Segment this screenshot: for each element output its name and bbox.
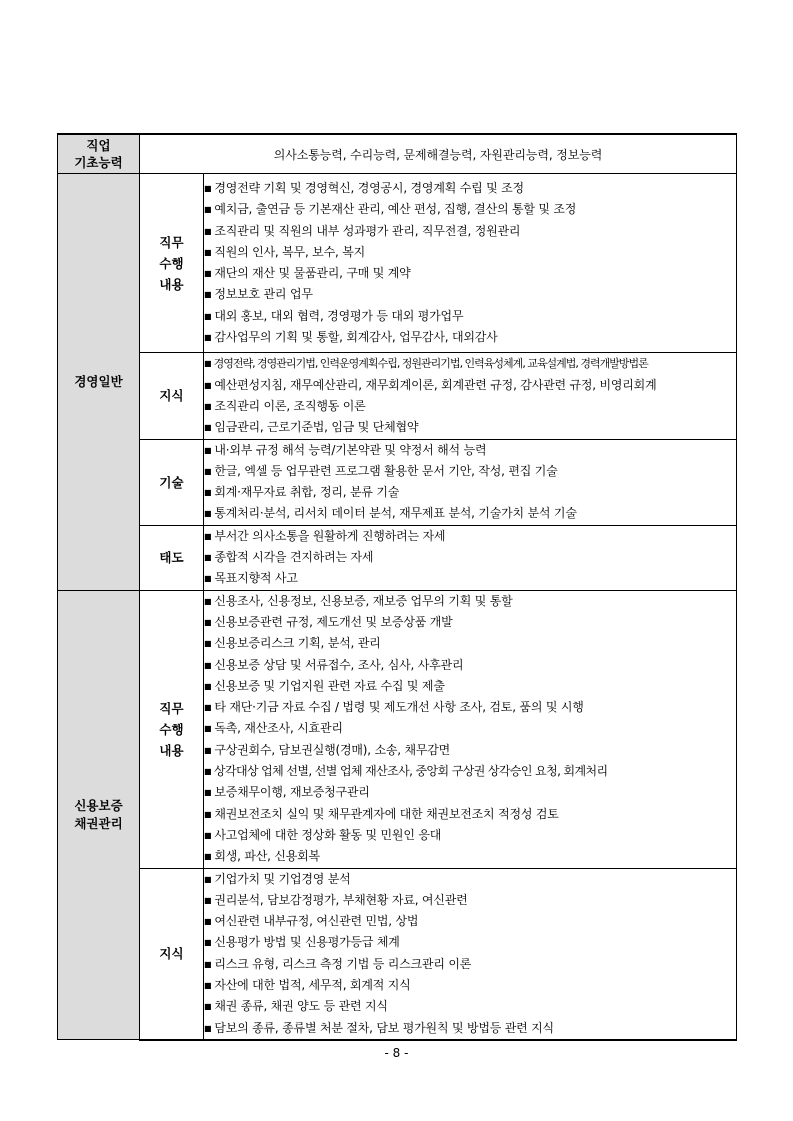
list-item: ■ 예산편성지침, 재무예산관리, 재무회계이론, 회계관련 규정, 감사관련 규정, 비영리회계 bbox=[204, 375, 736, 396]
list-item: ■ 자산에 대한 법적, 세무적, 회계적 지식 bbox=[204, 975, 736, 996]
list-item: ■ 신용보증 상담 및 서류접수, 조사, 심사, 사후관리 bbox=[204, 655, 736, 676]
list-item: ■ 한글, 엑셀 등 업무관련 프로그램 활용한 문서 기안, 작성, 편집 기술 bbox=[204, 461, 736, 482]
list-item: ■ 기업가치 및 기업경영 분석 bbox=[204, 869, 736, 890]
list-item: ■ 경영전략, 경영관리기법, 인력운영계획수립, 정원관리기법, 인력육성체계, 교육설계법, 경력개발방법론 bbox=[204, 353, 736, 374]
category-general-management: 경영일반 bbox=[58, 174, 140, 591]
item-list bbox=[204, 353, 736, 438]
list-item: ■ 회생, 파산, 신용회복 bbox=[204, 846, 736, 867]
list-item: ■ 감사업무의 기획 및 통할, 회계감사, 업무감사, 대외감사 bbox=[204, 327, 736, 348]
category-credit-guarantee: 신용보증 채권관리 bbox=[58, 590, 140, 1040]
row-label-knowledge: 지식 bbox=[140, 868, 204, 1040]
list-item: ■ 내·외부 규정 해석 능력/기본약관 및 약정서 해석 능력 bbox=[204, 440, 736, 461]
job-description-table bbox=[57, 133, 737, 1041]
row-label-duties: 직무 수행 내용 bbox=[140, 590, 204, 868]
section-row bbox=[58, 439, 737, 525]
list-item: ■ 담보의 종류, 종류별 처분 절차, 담보 평가원칙 및 방법등 관련 지식 bbox=[204, 1018, 736, 1039]
list-item: ■ 회계·재무자료 취합, 정리, 분류 기술 bbox=[204, 482, 736, 503]
row-label-attitude: 태도 bbox=[140, 525, 204, 590]
page-number: - 8 - bbox=[384, 1046, 409, 1060]
knowledge-cell bbox=[204, 868, 737, 1040]
list-item: ■ 사고업체에 대한 정상화 활동 및 민원인 응대 bbox=[204, 825, 736, 846]
section-row bbox=[58, 174, 737, 353]
list-item: ■ 보증채무이행, 재보증청구관리 bbox=[204, 782, 736, 803]
duties-cell bbox=[204, 590, 737, 868]
row-label-duties: 직무 수행 내용 bbox=[140, 174, 204, 353]
section-row bbox=[58, 353, 737, 439]
list-item: ■ 통계처리·분석, 리서치 데이터 분석, 재무제표 분석, 기술가치 분석 기술 bbox=[204, 503, 736, 524]
list-item: ■ 재단의 재산 및 물품관리, 구매 및 계약 bbox=[204, 263, 736, 284]
list-item: ■ 신용보증리스크 기획, 분석, 관리 bbox=[204, 633, 736, 654]
duties-cell bbox=[204, 174, 737, 353]
list-item: ■ 부서간 의사소통을 원활하게 진행하려는 자세 bbox=[204, 526, 736, 547]
list-item: ■ 권리분석, 담보감정평가, 부채현황 자료, 여신관련 bbox=[204, 890, 736, 911]
list-item: ■ 종합적 시각을 견지하려는 자세 bbox=[204, 547, 736, 568]
attitude-cell bbox=[204, 525, 737, 590]
list-item: ■ 조직관리 및 직원의 내부 성과평가 관리, 직무전결, 정원관리 bbox=[204, 221, 736, 242]
row-label-skills: 기술 bbox=[140, 439, 204, 525]
knowledge-cell bbox=[204, 353, 737, 439]
item-list bbox=[204, 526, 736, 590]
basic-abilities: 의사소통능력, 수리능력, 문제해결능력, 자원관리능력, 정보능력 bbox=[140, 134, 737, 174]
list-item: ■ 경영전략 기획 및 경영혁신, 경영공시, 경영계획 수립 및 조정 bbox=[204, 178, 736, 199]
section-row bbox=[58, 525, 737, 590]
list-item: ■ 신용보증관련 규정, 제도개선 및 보증상품 개발 bbox=[204, 612, 736, 633]
section-row bbox=[58, 590, 737, 868]
row-label-knowledge: 지식 bbox=[140, 353, 204, 439]
skills-cell bbox=[204, 439, 737, 525]
list-item: ■ 구상권회수, 담보권실행(경매), 소송, 채무감면 bbox=[204, 740, 736, 761]
item-list bbox=[204, 440, 736, 525]
list-item: ■ 여신관련 내부규정, 여신관련 민법, 상법 bbox=[204, 911, 736, 932]
list-item: ■ 타 재단·기금 자료 수집 / 법령 및 제도개선 사항 조사, 검토, 품의 및 시행 bbox=[204, 697, 736, 718]
header-label: 직업 기초능력 bbox=[58, 134, 140, 174]
item-list bbox=[204, 591, 736, 868]
list-item: ■ 채권 종류, 채권 양도 등 관련 지식 bbox=[204, 996, 736, 1017]
header-row bbox=[58, 134, 737, 174]
list-item: ■ 채권보전조치 실익 및 채무관계자에 대한 채권보전조치 적정성 검토 bbox=[204, 804, 736, 825]
list-item: ■ 신용평가 방법 및 신용평가등급 체계 bbox=[204, 932, 736, 953]
item-list bbox=[204, 178, 736, 348]
list-item: ■ 목표지향적 사고 bbox=[204, 568, 736, 589]
item-list bbox=[204, 869, 736, 1039]
list-item: ■ 직원의 인사, 복무, 보수, 복지 bbox=[204, 242, 736, 263]
list-item: ■ 조직관리 이론, 조직행동 이론 bbox=[204, 396, 736, 417]
list-item: ■ 상각대상 업체 선별, 선별 업체 재산조사, 중앙회 구상권 상각승인 요청, 회계처리 bbox=[204, 761, 736, 782]
list-item: ■ 임금관리, 근로기준법, 임금 및 단체협약 bbox=[204, 417, 736, 438]
section-row bbox=[58, 868, 737, 1040]
list-item: ■ 리스크 유형, 리스크 측정 기법 등 리스크관리 이론 bbox=[204, 954, 736, 975]
list-item: ■ 정보보호 관리 업무 bbox=[204, 284, 736, 305]
list-item: ■ 대외 홍보, 대외 협력, 경영평가 등 대외 평가업무 bbox=[204, 306, 736, 327]
list-item: ■ 신용보증 및 기업지원 관련 자료 수집 및 제출 bbox=[204, 676, 736, 697]
list-item: ■ 독촉, 재산조사, 시효관리 bbox=[204, 718, 736, 739]
list-item: ■ 신용조사, 신용정보, 신용보증, 재보증 업무의 기획 및 통할 bbox=[204, 591, 736, 612]
list-item: ■ 예치금, 출연금 등 기본재산 관리, 예산 편성, 집행, 결산의 통할 및 조정 bbox=[204, 199, 736, 220]
